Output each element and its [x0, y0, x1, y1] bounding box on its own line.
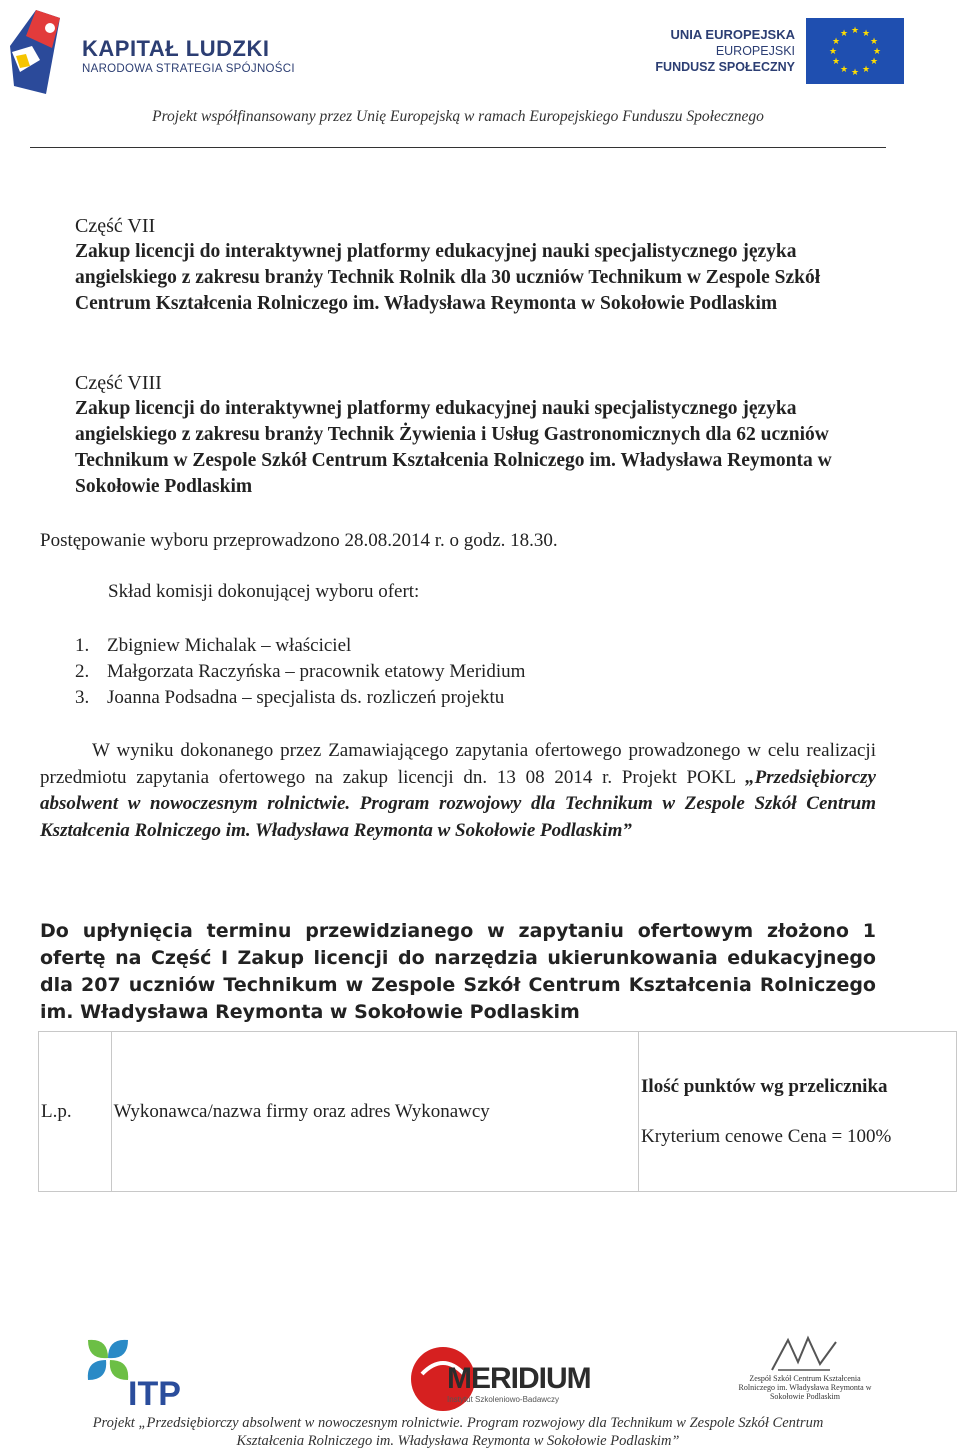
svg-text:★: ★ [869, 37, 879, 47]
meridium-wordmark: MERIDIUM [447, 1362, 591, 1395]
table-header-lp: L.p. [39, 1032, 112, 1192]
part-viii-heading: Część VIII [75, 372, 162, 394]
svg-text:★: ★ [861, 29, 871, 39]
member-text: Joanna Podsadna – specjalista ds. rozliczeń projektu [107, 687, 505, 708]
part-vii-heading: Część VII [75, 215, 156, 237]
results-table [38, 1031, 957, 1192]
list-item [75, 659, 525, 685]
footer-caption-line-2: Kształcenia Rolniczego im. Władysława Reymonta w Sokołowie Podlaskim” [236, 1433, 680, 1449]
eu-flag-icon [806, 18, 904, 84]
points-criterion: Kryterium cenowe Cena = 100% [641, 1125, 892, 1147]
procedure-date: Postępowanie wyboru przeprowadzono 28.08.2014 r. o godz. 18.30. [40, 530, 558, 551]
result-paragraph-text: W wyniku dokonanego przez Zamawiającego zapytania ofertowego prowadzonego w celu realizacji przedmiotu zapytania ofertowego na zakup licencji dn. 13 08 2014 r. Projekt POKL [40, 740, 876, 788]
svg-text:★: ★ [869, 57, 879, 67]
committee-title: Skład komisji dokonującej wyboru ofert: [108, 581, 420, 602]
svg-text:★: ★ [850, 26, 860, 36]
result-paragraph [40, 738, 876, 844]
kapital-ludzki-title: KAPITAŁ LUDZKI [82, 36, 270, 61]
itp-wordmark: ITP [128, 1375, 181, 1413]
itp-leaf-icon [86, 1338, 130, 1382]
svg-text:★: ★ [839, 29, 849, 39]
table-header-contractor: Wykonawca/nazwa firmy oraz adres Wykonawcy [111, 1032, 638, 1192]
footer-caption [0, 1414, 916, 1450]
list-number: 2. [75, 661, 90, 682]
project-title: „Przedsiębiorczy absolwent w nowoczesnym rolnictwie. Program rozwojowy dla Technikum w Zespole Szkół Centrum Kształcenia Rolniczego im. Władysława Reymonta w Sokołowie Podlaskim” [40, 766, 876, 841]
school-crest-caption: Zespół Szkół Centrum Kształcenia Rolniczego im. Władysława Reymonta w Sokołowie Podlaskim [738, 1374, 872, 1401]
points-title: Ilość punktów wg przelicznika [641, 1075, 888, 1097]
header-caption: Projekt współfinansowany przez Unię Europejską w ramach Europejskiego Funduszu Społecznego [152, 108, 764, 125]
kapital-ludzki-logo [6, 6, 68, 98]
school-crest-icon [768, 1334, 840, 1374]
svg-text:★: ★ [839, 65, 849, 75]
eu-line-2: EUROPEJSKI [715, 44, 795, 58]
svg-text:★: ★ [861, 65, 871, 75]
table-header-points [639, 1032, 957, 1192]
eu-line-3: FUNDUSZ SPOŁECZNY [655, 60, 795, 74]
part-vii-body: Zakup licencji do interaktywnej platformy edukacyjnej nauki specjalistycznego języka angielskiego z zakresu branży Technik Rolnik dla 30 uczniów Technikum w Zespole Szkół Centrum Kształcenia Rolniczego im. Władysława Reymonta w Sokołowie Podlaskim [75, 241, 821, 314]
meridium-subtitle: Instytut Szkoleniowo-Badawczy [447, 1395, 560, 1404]
part-viii [75, 370, 865, 500]
part-vii [75, 213, 865, 317]
part-viii-body: Zakup licencji do interaktywnej platformy edukacyjnej nauki specjalistycznego języka angielskiego z zakresu branży Technik Żywienia i Usług Gastronomicznych dla 62 uczniów Technikum w Zespole Szkół Centrum Kształcenia Rolniczego im. Władysława Reymonta w Sokołowie Podlaskim [75, 398, 832, 497]
svg-text:★: ★ [831, 37, 841, 47]
offer-summary: Do upłynięcia terminu przewidzianego w zapytaniu ofertowym złożono 1 ofertę na Część I Zakup licencji do narzędzia ukierunkowania edukacyjnego dla 207 uczniów Technikum w Zespole Szkół Centrum Kształcenia Rolniczego im. Władysława Reymonta w Sokołowie Podlaskim [40, 920, 876, 1023]
list-item [75, 633, 525, 659]
member-text: Zbigniew Michalak – właściciel [107, 635, 352, 656]
svg-text:★: ★ [831, 57, 841, 67]
svg-text:★: ★ [850, 68, 860, 78]
committee-list [75, 633, 525, 711]
kapital-ludzki-subtitle: NARODOWA STRATEGIA SPÓJNOŚCI [82, 63, 295, 75]
list-item [75, 685, 525, 711]
eu-line-1: UNIA EUROPEJSKA [670, 27, 795, 42]
svg-text:★: ★ [872, 47, 882, 57]
footer-caption-line-1: Projekt „Przedsiębiorczy absolwent w nowoczesnym rolnictwie. Program rozwojowy dla Technikum w Zespole Szkół Centrum [92, 1415, 824, 1431]
kapital-ludzki-emblem-icon [6, 6, 68, 98]
eu-logo-text [640, 27, 795, 75]
member-text: Małgorzata Raczyńska – pracownik etatowy Meridium [107, 661, 526, 682]
svg-text:★: ★ [828, 47, 838, 57]
table-row [39, 1032, 957, 1192]
list-number: 1. [75, 635, 90, 656]
list-number: 3. [75, 687, 90, 708]
header-divider [30, 147, 886, 148]
